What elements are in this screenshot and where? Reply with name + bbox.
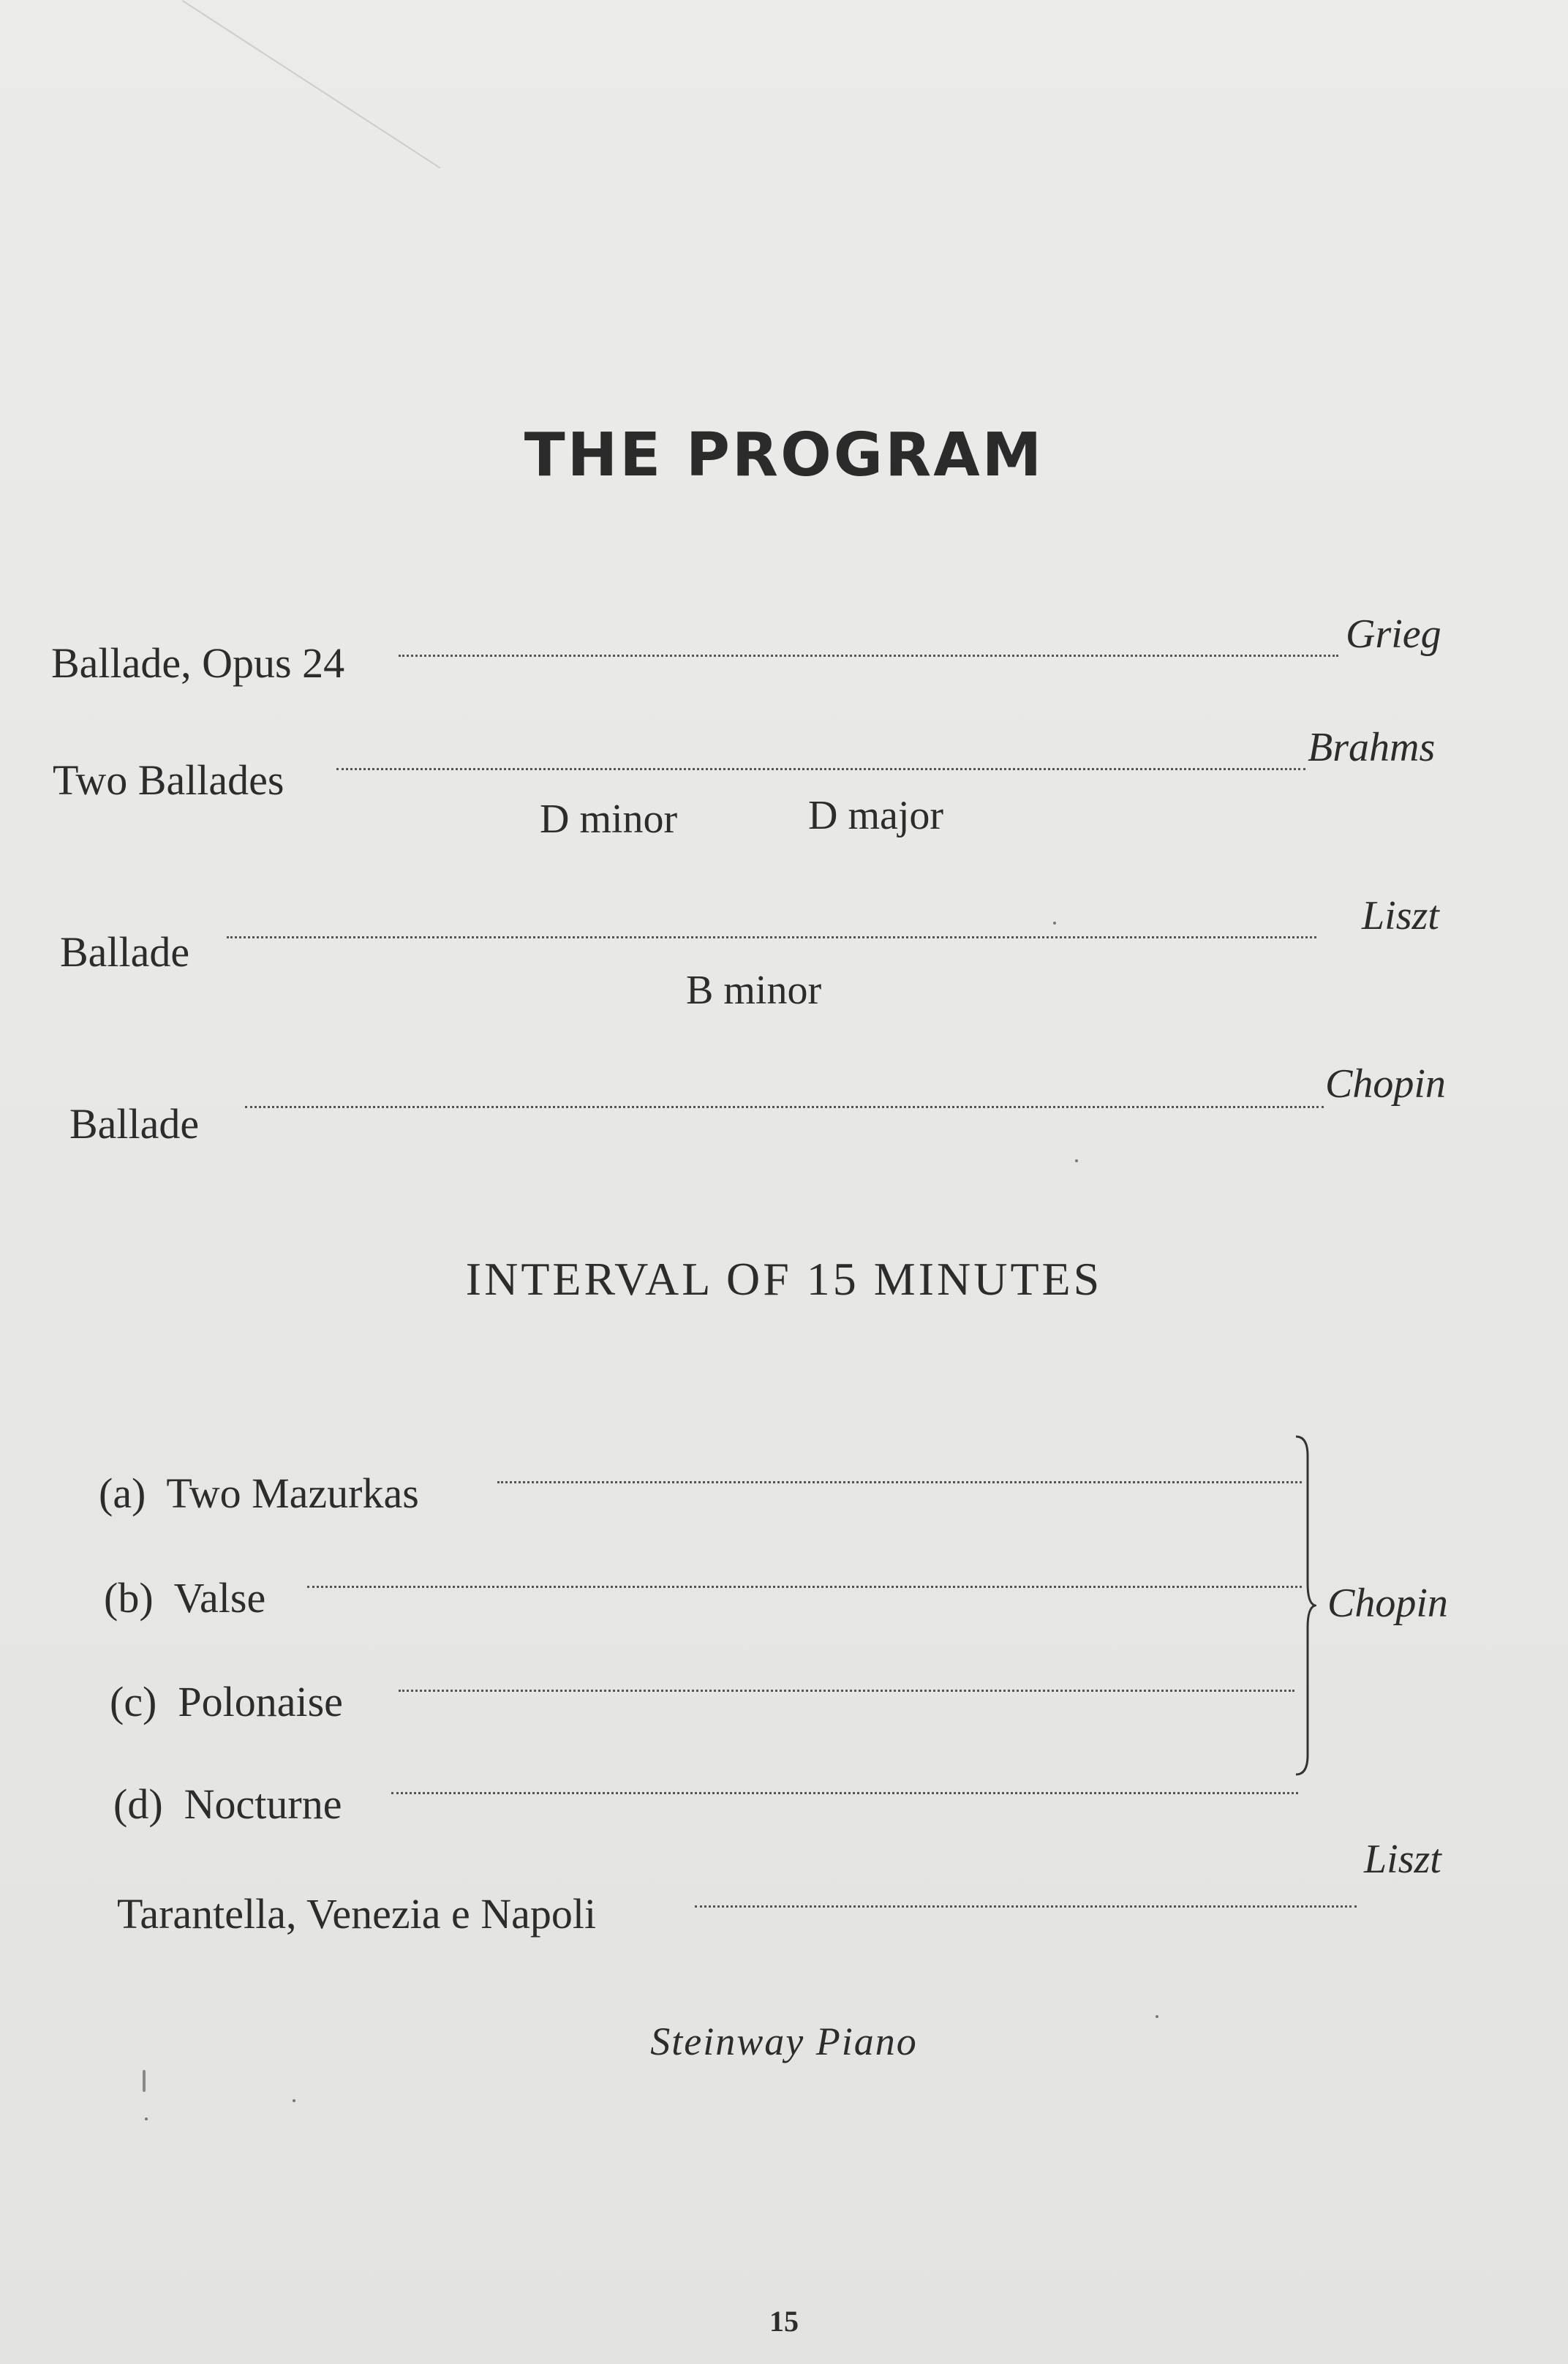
item-letter: (c) bbox=[110, 1678, 157, 1725]
program-item-title: Ballade bbox=[60, 928, 190, 976]
piano-note: Steinway Piano bbox=[650, 2019, 918, 2063]
dotted-leader bbox=[399, 655, 1338, 657]
key-label: D major bbox=[808, 793, 944, 838]
program-item-composer: Chopin bbox=[1325, 1061, 1446, 1107]
paper-speck bbox=[293, 2099, 295, 2102]
item-letter: (b) bbox=[104, 1574, 154, 1622]
key-label: D minor bbox=[540, 797, 678, 842]
program-item-title: Two Ballades bbox=[53, 756, 284, 804]
program-title: THE PROGRAM bbox=[524, 421, 1044, 490]
paper-speck bbox=[1075, 1159, 1078, 1162]
item-label: Nocturne bbox=[184, 1780, 342, 1828]
paper-crease bbox=[182, 0, 440, 168]
dotted-leader bbox=[227, 936, 1316, 938]
program-item-title: Tarantella, Venezia e Napoli bbox=[117, 1890, 597, 1938]
program-item bbox=[117, 1880, 1360, 1938]
dotted-leader bbox=[336, 768, 1305, 770]
program-item bbox=[69, 1090, 1474, 1148]
item-letter: (a) bbox=[99, 1469, 146, 1517]
program-item-title bbox=[113, 1780, 342, 1829]
item-label: Two Mazurkas bbox=[166, 1469, 419, 1517]
item-label: Polonaise bbox=[178, 1678, 343, 1725]
page-number: 15 bbox=[769, 2305, 799, 2338]
dotted-leader bbox=[391, 1792, 1298, 1794]
dotted-leader bbox=[307, 1586, 1302, 1588]
program-item-title bbox=[104, 1573, 265, 1622]
interval-note: INTERVAL OF 15 MINUTES bbox=[465, 1253, 1103, 1305]
dotted-leader bbox=[399, 1690, 1294, 1692]
program-item bbox=[99, 1459, 1342, 1518]
program-item-title: Ballade, Opus 24 bbox=[51, 639, 345, 687]
paper-speck bbox=[145, 2118, 148, 2120]
dotted-leader bbox=[497, 1481, 1302, 1483]
program-item bbox=[104, 1564, 1347, 1622]
item-label: Valse bbox=[173, 1574, 266, 1622]
program-item-composer: Liszt bbox=[1364, 1837, 1441, 1882]
program-item-composer: Liszt bbox=[1362, 893, 1439, 938]
paper-speck bbox=[1053, 922, 1056, 925]
dotted-leader bbox=[245, 1106, 1324, 1108]
program-item-title: Ballade bbox=[69, 1100, 200, 1148]
dotted-leader bbox=[695, 1905, 1357, 1908]
paper-speck bbox=[143, 2070, 146, 2092]
program-item bbox=[51, 629, 1455, 688]
program-item-composer: Brahms bbox=[1308, 725, 1436, 770]
program-item-composer: Grieg bbox=[1346, 611, 1441, 657]
program-item-title bbox=[99, 1469, 419, 1518]
program-item bbox=[113, 1770, 1357, 1829]
item-letter: (d) bbox=[113, 1780, 163, 1828]
key-label: B minor bbox=[686, 968, 822, 1013]
grouping-brace bbox=[1294, 1434, 1316, 1777]
program-item bbox=[110, 1668, 1353, 1726]
paper-speck bbox=[1156, 2015, 1158, 2018]
program-item bbox=[53, 746, 1457, 805]
grouped-composer: Chopin bbox=[1327, 1581, 1448, 1626]
program-item-title bbox=[110, 1677, 343, 1726]
